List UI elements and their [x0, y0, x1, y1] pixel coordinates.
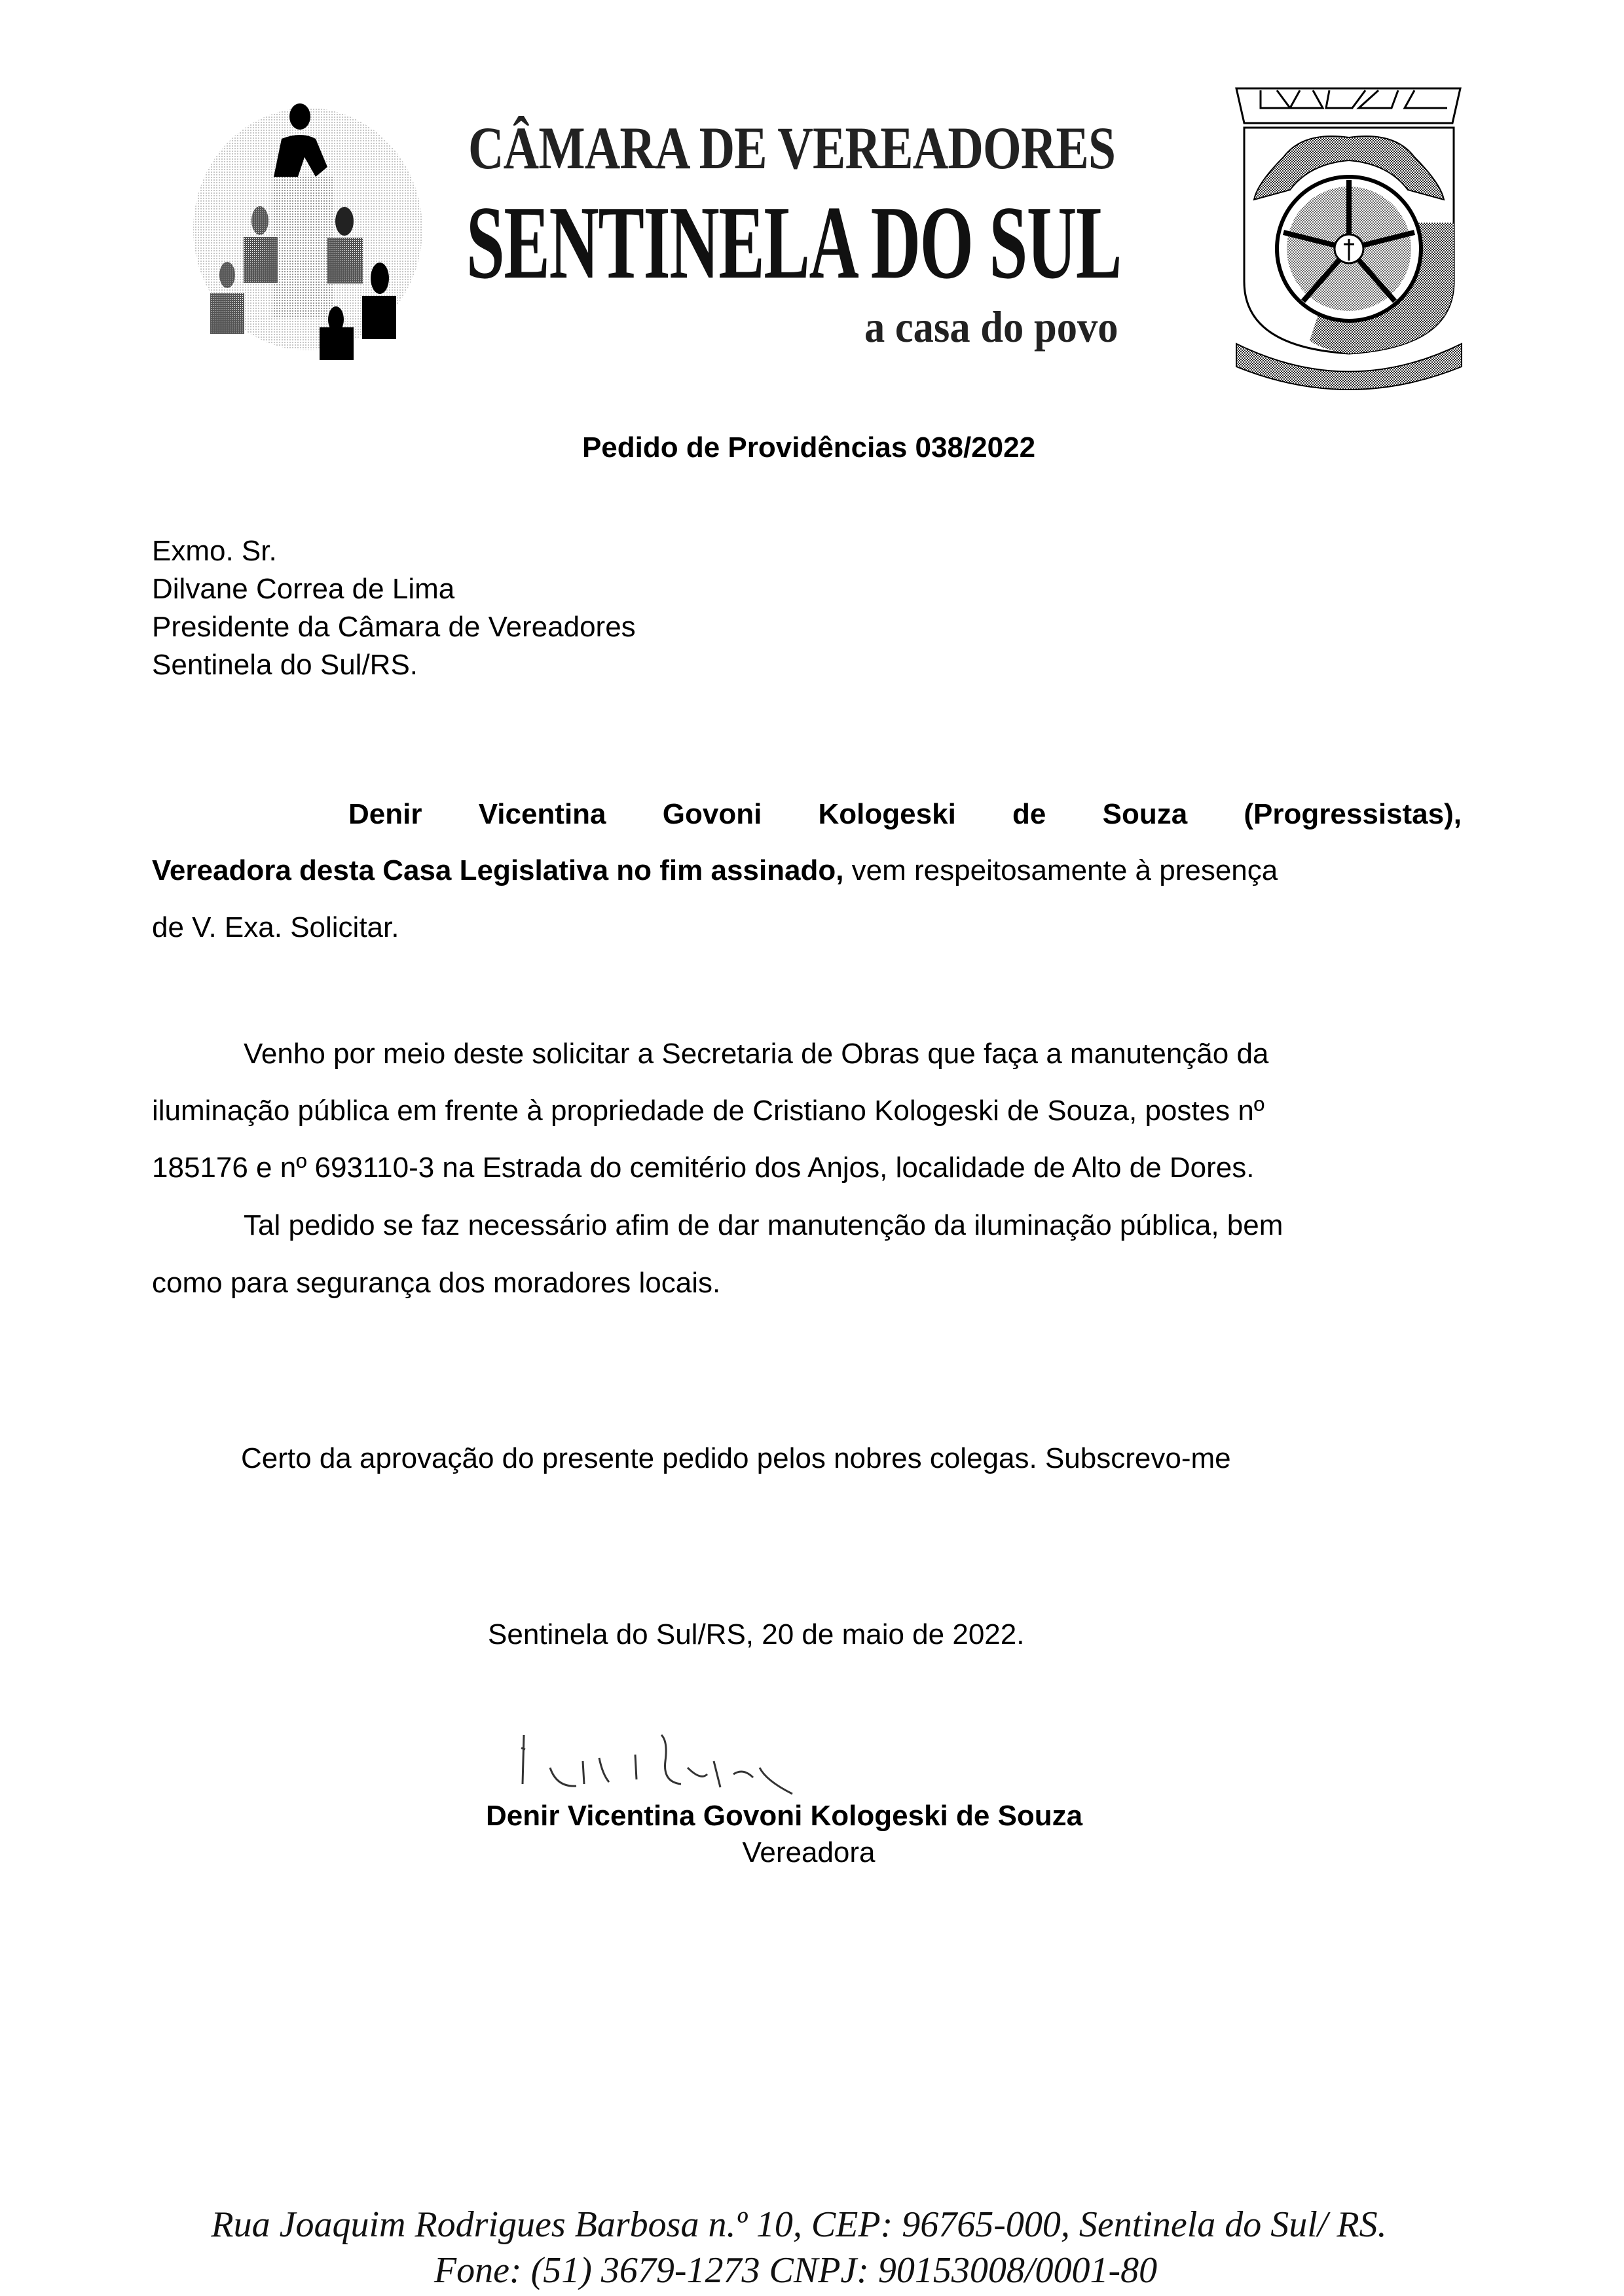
- footer-address: Rua Joaquim Rodrigues Barbosa n.º 10, CEP: 96765-000, Sentinela do Sul/ RS.: [211, 2204, 1387, 2245]
- author-role: Vereadora desta Casa Legislativa no fim assinado,: [152, 854, 844, 886]
- figure-head: [219, 262, 235, 288]
- document-title: Pedido de Providências 038/2022: [581, 431, 1036, 464]
- recipient-salutation: Exmo. Sr.: [152, 535, 277, 567]
- intro-line-3: de V. Exa. Solicitar.: [152, 911, 399, 943]
- figure-body: [362, 296, 396, 339]
- chamber-tagline: a casa do povo: [864, 302, 1118, 352]
- closing-text: Certo da aprovação do presente pedido pelos nobres colegas. Subscrevo-me: [241, 1442, 1231, 1474]
- municipal-coat-of-arms-icon: [1231, 85, 1467, 393]
- justification-line-1: Tal pedido se faz necessário afim de dar manutenção da iluminação pública, bem: [244, 1209, 1283, 1241]
- figure-body: [327, 238, 363, 283]
- chamber-name: CÂMARA DE VEREADORES: [468, 115, 1116, 181]
- signer-title: Vereadora: [742, 1836, 876, 1868]
- crest-crown: [1236, 88, 1460, 123]
- podium: [272, 177, 334, 318]
- author-name-party: Denir Vicentina Govoni Kologeski de Souza (Progressistas),: [348, 798, 1462, 830]
- figure-head: [371, 263, 389, 294]
- handwritten-signature: [485, 1722, 1008, 1800]
- figure-head: [251, 206, 268, 235]
- figure-body: [320, 327, 354, 360]
- figure-body: [244, 237, 278, 283]
- municipality-name: SENTINELA DO SUL: [466, 184, 1122, 301]
- figure-head: [335, 207, 354, 236]
- people-group-logo-icon: [164, 85, 452, 360]
- signer-name: Denir Vicentina Govoni Kologeski de Souza: [486, 1800, 1083, 1832]
- intro-line-1: [348, 800, 1462, 829]
- figure-body: [210, 293, 244, 334]
- footer-contact: Fone: (51) 3679-1273 CNPJ: 90153008/0001-80: [434, 2250, 1158, 2291]
- recipient-name: Dilvane Correa de Lima: [152, 573, 455, 605]
- recipient-location: Sentinela do Sul/RS.: [152, 649, 418, 681]
- recipient-role: Presidente da Câmara de Vereadores: [152, 611, 636, 643]
- request-line-3: 185176 e nº 693110-3 na Estrada do cemitério dos Anjos, localidade de Alto de Dores.: [152, 1152, 1255, 1184]
- request-line-1: Venho por meio deste solicitar a Secretaria de Obras que faça a manutenção da: [244, 1038, 1269, 1070]
- figure-head: [289, 103, 310, 130]
- intro-line-2: [152, 856, 1462, 885]
- justification-line-2: como para segurança dos moradores locais.: [152, 1267, 721, 1299]
- intro-text: vem respeitosamente à presença: [843, 854, 1278, 886]
- request-line-2: iluminação pública em frente à propriedade de Cristiano Kologeski de Souza, postes nº: [152, 1095, 1264, 1127]
- place-date: Sentinela do Sul/RS, 20 de maio de 2022.: [488, 1618, 1025, 1650]
